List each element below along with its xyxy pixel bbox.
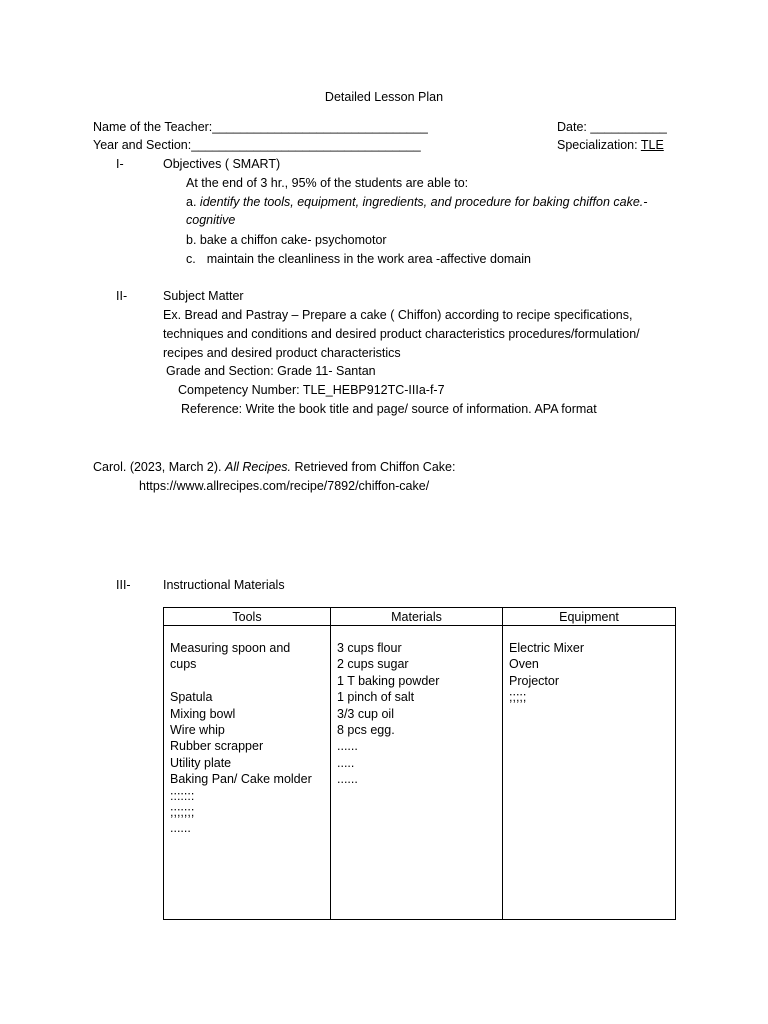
instructional-number: III- (116, 578, 131, 592)
table-header-row (164, 608, 676, 626)
specialization-label: Specialization: (557, 138, 638, 152)
objective-c-text: maintain the cleanliness in the work area -affective domain (206, 252, 531, 266)
materials-table (163, 607, 676, 920)
subject-line-2: techniques and conditions and desired product characteristics procedures/formulation/ (163, 327, 640, 341)
list-item: 2 cups sugar (337, 657, 409, 672)
competency-number: Competency Number: TLE_HEBP912TC-IIIa-f-7 (178, 383, 445, 397)
list-item: 8 pcs egg. (337, 723, 395, 738)
tools-cell (164, 626, 331, 920)
reference: Reference: Write the book title and page/ source of information. APA format (181, 402, 597, 416)
subject-number: II- (116, 289, 128, 303)
objective-a-label: a. (186, 195, 197, 209)
objectives-intro: At the end of 3 hr., 95% of the students are able to: (186, 176, 469, 190)
list-item: Electric Mixer (509, 641, 585, 655)
year-blank: _________________________________ (191, 138, 421, 152)
specialization-line (557, 137, 664, 153)
list-item: Wire whip (170, 723, 225, 738)
list-item: ..... (337, 755, 355, 770)
column-header-materials: Materials (331, 608, 503, 626)
list-item: Measuring spoon and (170, 641, 291, 655)
citation-url: https://www.allrecipes.com/recipe/7892/chiffon-cake/ (139, 479, 430, 493)
objective-b: b. bake a chiffon cake- psychomotor (186, 233, 387, 247)
column-header-tools: Tools (164, 608, 331, 626)
list-item: ...... (170, 821, 191, 836)
list-item: Oven (509, 657, 539, 672)
citation (93, 459, 455, 475)
list-item: ;;;;;;; (170, 805, 195, 820)
subject-line-3: recipes and desired product characteristics (163, 346, 401, 360)
citation-source: All Recipes. (225, 460, 292, 474)
year-label: Year and Section: (93, 138, 192, 152)
objective-a-text: identify the tools, equipment, ingredients, and procedure for baking chiffon cake.- (199, 195, 648, 209)
objective-a-cont: cognitive (186, 213, 236, 227)
list-item: 3 cups flour (337, 641, 402, 655)
list-item: cups (170, 657, 197, 672)
grade-section: Grade and Section: Grade 11- Santan (166, 364, 376, 378)
date-line (557, 119, 667, 135)
column-header-equipment: Equipment (503, 608, 676, 626)
subject-heading: Subject Matter (163, 289, 244, 303)
list-item: Mixing bowl (170, 706, 236, 721)
list-item: ...... (337, 772, 358, 787)
date-blank: ___________ (590, 120, 667, 134)
objective-c (186, 251, 531, 267)
list-item: Utility plate (170, 755, 232, 770)
table-row (164, 626, 676, 920)
list-item: Projector (509, 673, 560, 688)
teacher-label: Name of the Teacher: (93, 120, 213, 134)
list-item: ;;;;; (509, 690, 527, 705)
materials-cell (331, 626, 503, 920)
list-spacer (170, 673, 324, 689)
citation-author: Carol. (2023, March 2). (93, 460, 222, 474)
list-item: 3/3 cup oil (337, 706, 394, 721)
date-label: Date: (557, 120, 587, 134)
instructional-heading: Instructional Materials (163, 578, 285, 592)
objectives-number: I- (116, 157, 124, 171)
list-item: 1 pinch of salt (337, 690, 415, 705)
year-line (93, 137, 421, 153)
teacher-line (93, 119, 428, 135)
list-item: ::::::: (170, 788, 195, 803)
list-item: Baking Pan/ Cake molder (170, 772, 312, 787)
equipment-cell (503, 626, 676, 920)
objective-a (186, 194, 647, 210)
document-title: Detailed Lesson Plan (324, 90, 444, 104)
subject-line-1: Ex. Bread and Pastray – Prepare a cake ( Chiffon) according to recipe specifications, (163, 308, 633, 322)
list-item: ...... (337, 739, 358, 754)
list-item: Rubber scrapper (170, 739, 264, 754)
list-item: 1 T baking powder (337, 673, 440, 688)
specialization-value: TLE (640, 138, 664, 152)
objective-c-label: c. (186, 252, 196, 266)
teacher-blank: _______________________________ (212, 120, 428, 134)
list-item: Spatula (170, 690, 213, 705)
objectives-heading: Objectives ( SMART) (163, 157, 281, 171)
citation-retrieved: Retrieved from Chiffon Cake: (294, 460, 456, 474)
